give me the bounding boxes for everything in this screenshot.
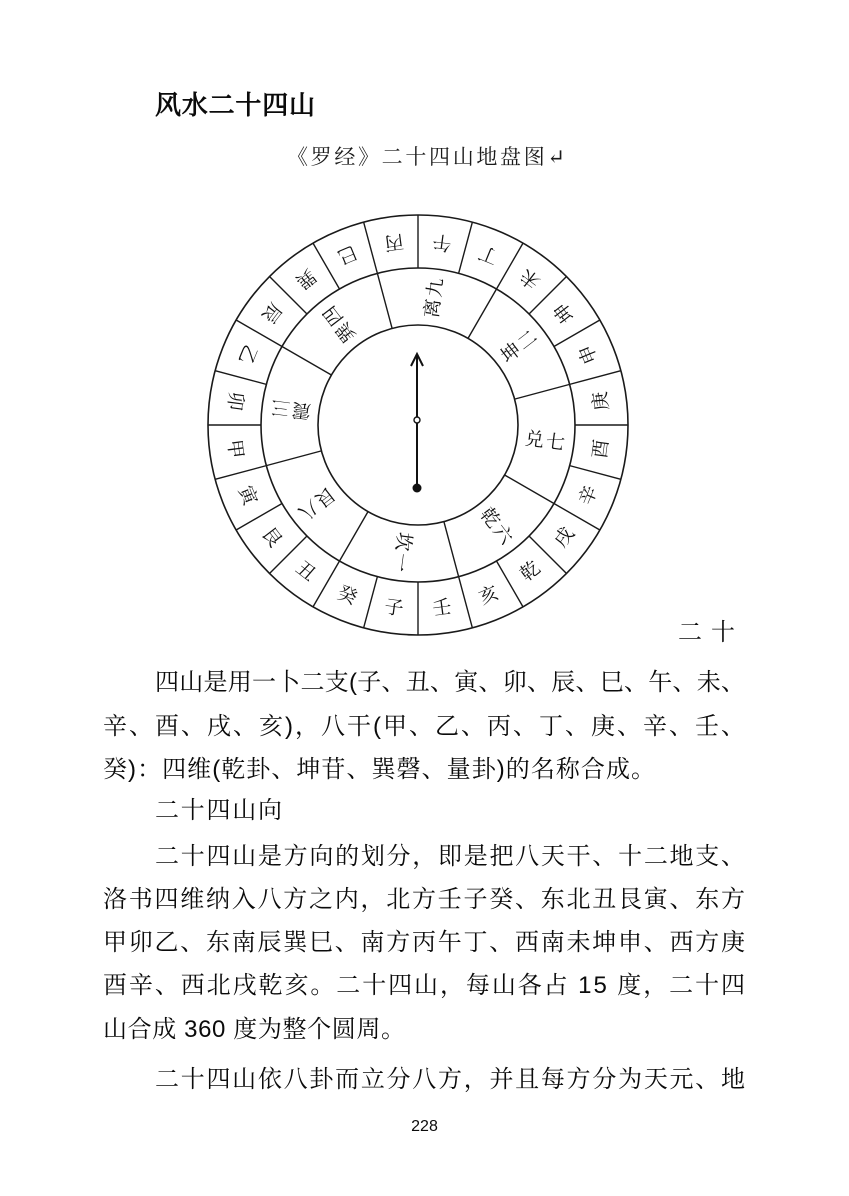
outer-ring-label: 午 <box>431 229 453 254</box>
middle-ring-divider <box>444 522 459 577</box>
outer-ring-label: 庚 <box>589 390 614 412</box>
middle-ring-divider <box>505 475 554 504</box>
outer-ring-divider <box>364 222 378 273</box>
outer-ring-label: 酉 <box>589 438 614 460</box>
outer-ring-label: 丙 <box>383 229 405 254</box>
middle-ring-label: 兑七 <box>523 428 569 455</box>
page-title: 风水二十四山 <box>155 90 316 120</box>
outer-ring-label: 艮 <box>257 523 286 552</box>
text-line: 二十四山是方向的划分，即是把八天干、十二地支、 <box>155 843 747 870</box>
middle-ring-label: 离九 <box>421 274 448 320</box>
outer-ring-label: 坤 <box>550 298 579 327</box>
outer-ring-label: 未 <box>516 264 545 293</box>
needle-pivot-icon <box>414 417 420 423</box>
middle-ring-label: 坎一 <box>388 530 415 576</box>
page-number: 228 <box>411 1118 438 1135</box>
outer-ring-label: 甲 <box>222 438 247 460</box>
middle-ring-label: 乾六 <box>475 504 518 551</box>
outer-ring-label: 卯 <box>222 390 247 412</box>
middle-ring-divider <box>515 384 570 399</box>
text-line: 酉辛、西北戌乾亥。二十四山，每山各占 15 度，二十四 <box>103 972 747 999</box>
text-line: 甲卯乙、东南辰巽巳、南方丙午丁、西南未坤申、西方庚 <box>103 929 747 956</box>
middle-ring-divider <box>282 347 331 376</box>
middle-ring-label: 艮八 <box>292 482 339 525</box>
text-line: 二十四山依八卦而立分八方，并且每方分为天元、地 <box>155 1066 747 1093</box>
outer-ring-divider <box>459 222 473 273</box>
luopan-compass-diagram <box>198 205 638 645</box>
figure-caption: 《罗经》二十四山地盘图↵ <box>287 145 568 169</box>
outer-ring-divider <box>364 577 378 628</box>
middle-ring-label: 坤二 <box>497 325 544 368</box>
text-line: 四山是用一卜二支(子、丑、寅、卯、辰、巳、午、未、 <box>155 669 746 696</box>
outer-ring-label: 乙 <box>233 341 261 368</box>
outer-ring-label: 巽 <box>291 264 320 293</box>
text-line: 洛书四维纳入八方之内，北方壬子癸、东北丑艮寅、东方 <box>103 886 747 913</box>
outer-ring-label: 辰 <box>257 298 286 327</box>
outer-ring-label: 辛 <box>575 482 603 509</box>
outer-ring-label: 亥 <box>475 582 502 610</box>
middle-ring-label: 震三 <box>267 395 313 422</box>
outer-ring-label: 丑 <box>291 557 320 586</box>
middle-ring-divider <box>266 451 321 466</box>
middle-ring-label: 巽四 <box>318 299 361 346</box>
outer-ring-label: 癸 <box>334 582 361 610</box>
outer-ring-label: 戌 <box>550 523 579 552</box>
outer-ring-divider <box>459 577 473 628</box>
section-heading: 二十四山向 <box>155 797 284 824</box>
outer-ring-label: 壬 <box>431 596 453 621</box>
outer-ring-label: 子 <box>383 596 405 621</box>
text-line: 辛、酉、戌、亥)，八干(甲、乙、丙、丁、庚、辛、壬、 <box>103 713 747 740</box>
outer-ring-label: 申 <box>575 341 603 368</box>
text-line: 山合成 360 度为整个圆周。 <box>103 1016 406 1043</box>
outer-ring-label: 乾 <box>516 557 545 586</box>
text-line: 癸)：四维(乾卦、坤苷、巽磬、量卦)的名称合成。 <box>103 756 657 783</box>
text-line: 二十 <box>678 619 744 646</box>
middle-ring-divider <box>340 512 369 561</box>
middle-ring-divider <box>377 273 392 328</box>
outer-ring-divider <box>570 371 621 385</box>
outer-ring-label: 巳 <box>334 240 361 268</box>
outer-ring-label: 寅 <box>233 482 261 509</box>
needle-tail-dot-icon <box>413 484 422 493</box>
middle-ring-divider <box>468 289 497 338</box>
outer-ring-divider <box>570 466 621 480</box>
outer-ring-label: 丁 <box>475 240 502 268</box>
outer-ring-divider <box>215 371 266 385</box>
outer-ring-divider <box>215 466 266 480</box>
